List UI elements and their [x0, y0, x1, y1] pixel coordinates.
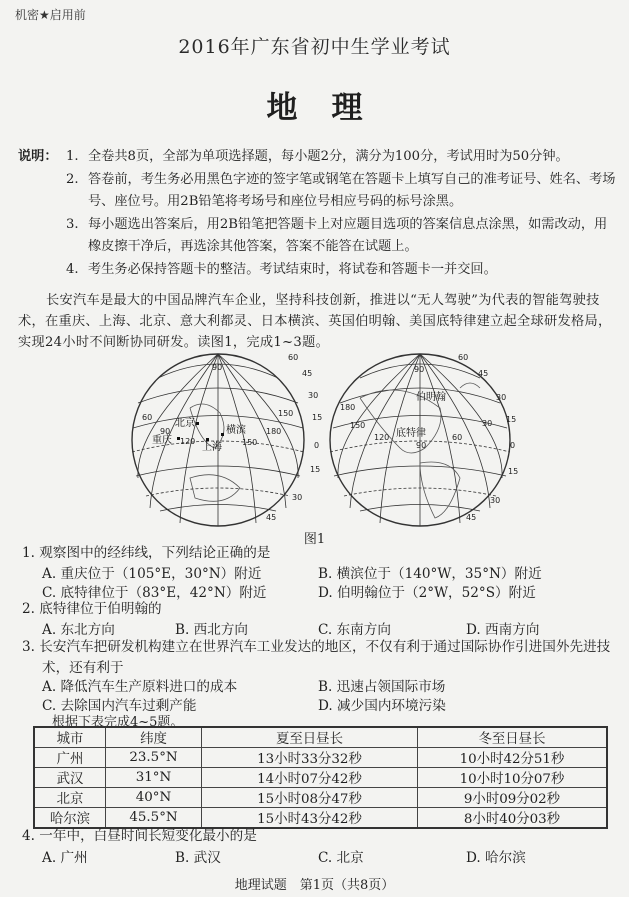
figure-1-globes [130, 348, 520, 530]
q2-option-a[interactable]: A. 东北方向 [42, 622, 115, 638]
instruction-item: 3. 每小题选出答案后，用2B铅笔把答题卡上对应题目选项的答案信息点涂黑，如需改动，用橡皮擦干净后，再选涂其他答案，答案不能答在试题上。 [66, 216, 608, 254]
city-label-detroit: 底特律 [396, 428, 426, 439]
q1-option-d[interactable]: D. 伯明翰位于（2°W，52°S）附近 [318, 585, 536, 601]
table-row: 广州 23.5°N 13小时33分32秒 10小时42分51秒 [34, 748, 607, 768]
svg-text:150: 150 [278, 409, 294, 418]
svg-text:30: 30 [482, 419, 493, 428]
instruction-item: 2. 答卷前，考生务必用黑色字迹的签字笔或钢笔在答题卡上填写自己的准考证号、姓名、考场号、座位号。用2B铅笔将考场号和座位号相应号码的标号涂黑。 [66, 171, 616, 209]
q3-option-a[interactable]: A. 降低汽车生产原料进口的成本 [42, 679, 238, 695]
svg-text:60: 60 [458, 353, 469, 362]
subject-title: 地理 [266, 90, 397, 126]
svg-text:15: 15 [506, 415, 517, 424]
svg-text:150: 150 [242, 438, 258, 447]
q3-option-d[interactable]: D. 减少国内环境污染 [318, 698, 446, 714]
page-footer: 地理试题 第1页（共8页） [234, 878, 395, 893]
instruction-item: 1. 全卷共8页，全部为单项选择题，每小题2分，满分为100分，考试用时为50分钟。 [66, 149, 569, 164]
svg-text:15: 15 [312, 413, 323, 422]
question-3-stem: 3. 长安汽车把研发机构建立在世界汽车工业发达的地区，不仅有利于通过国际协作引进国外先进技术，还有利于 [22, 639, 611, 676]
q1-option-b[interactable]: B. 横滨位于（140°W，35°N）附近 [318, 566, 542, 582]
exam-title: 2016年广东省初中生学业考试 [178, 36, 451, 58]
intro-paragraph: 长安汽车是最大的中国品牌汽车企业，坚持科技创新，推进以“无人驾驶”为代表的智能驾驶技术，在重庆、上海、北京、意大利都灵、日本横滨、英国伯明翰、美国底特律建立起全球研发格局，实现24小时不间断协同研发。读图1，完成1~3题。 [18, 293, 612, 350]
right-globe [330, 354, 510, 526]
svg-text:30: 30 [292, 493, 303, 502]
table-intro: 根据下表完成4~5题。 [52, 715, 184, 730]
q1-option-a[interactable]: A. 重庆位于（105°E，30°N）附近 [42, 566, 262, 582]
q2-option-c[interactable]: C. 东南方向 [318, 622, 391, 638]
q1-option-c[interactable]: C. 底特律位于（83°E，42°N）附近 [42, 585, 267, 601]
svg-text:60: 60 [452, 433, 463, 442]
table-row: 北京 40°N 15小时08分47秒 9小时09分02秒 [34, 788, 607, 808]
svg-text:30: 30 [490, 496, 501, 505]
city-label-beijing: 北京 [175, 418, 195, 429]
svg-text:45: 45 [466, 513, 477, 522]
svg-text:15: 15 [310, 465, 321, 474]
svg-text:90: 90 [416, 441, 427, 450]
instructions-label: 说明： [18, 149, 58, 164]
instructions [18, 146, 618, 281]
instruction-item: 4. 考生务必保持答题卡的整洁。考试结束时，将试卷和答题卡一并交回。 [66, 261, 497, 277]
svg-text:90: 90 [212, 363, 223, 372]
svg-text:120: 120 [180, 437, 196, 446]
svg-text:45: 45 [302, 369, 313, 378]
table-row: 哈尔滨 45.5°N 15小时43分42秒 8小时40分03秒 [34, 808, 607, 829]
city-label-yokohama: 横滨 [226, 425, 246, 436]
daylight-table [33, 726, 608, 829]
city-label-chongqing: 重庆 [152, 435, 172, 446]
svg-text:180: 180 [266, 427, 282, 436]
svg-text:180: 180 [340, 403, 356, 412]
svg-text:60: 60 [142, 413, 153, 422]
q4-option-a[interactable]: A. 广州 [42, 850, 88, 866]
q2-option-b[interactable]: B. 西北方向 [175, 622, 249, 638]
q3-option-b[interactable]: B. 迅速占领国际市场 [318, 679, 446, 695]
svg-text:30: 30 [496, 393, 507, 402]
q3-option-c[interactable]: C. 去除国内汽车过剩产能 [42, 698, 197, 714]
figure-caption: 图1 [303, 532, 326, 547]
q4-option-b[interactable]: B. 武汉 [175, 850, 221, 866]
question-4-stem: 4. 一年中，白昼时间长短变化最小的是 [22, 828, 257, 844]
table-header-row: 城市 纬度 夏至日昼长 冬至日昼长 [34, 727, 607, 748]
svg-text:15: 15 [508, 467, 519, 476]
q4-option-c[interactable]: C. 北京 [318, 850, 364, 866]
city-label-shanghai: 上海 [202, 442, 222, 453]
svg-text:60: 60 [288, 353, 299, 362]
question-2-stem: 2. 底特律位于伯明翰的 [22, 601, 162, 617]
question-1-stem: 1. 观察图中的经纬线，下列结论正确的是 [22, 545, 271, 561]
svg-text:90: 90 [414, 365, 425, 374]
q2-option-d[interactable]: D. 西南方向 [466, 622, 540, 638]
svg-text:0: 0 [510, 441, 516, 450]
svg-text:30: 30 [308, 391, 319, 400]
svg-text:45: 45 [266, 513, 277, 522]
table-row: 武汉 31°N 14小时07分42秒 10小时10分07秒 [34, 768, 607, 788]
svg-text:120: 120 [374, 433, 390, 442]
confidential-mark: 机密★启用前 [15, 8, 86, 22]
svg-text:90: 90 [160, 427, 171, 436]
svg-text:150: 150 [350, 421, 366, 430]
svg-text:0: 0 [314, 441, 320, 450]
city-label-birmingham: 伯明翰 [416, 392, 446, 403]
q4-option-d[interactable]: D. 哈尔滨 [466, 850, 526, 866]
svg-text:45: 45 [478, 369, 489, 378]
